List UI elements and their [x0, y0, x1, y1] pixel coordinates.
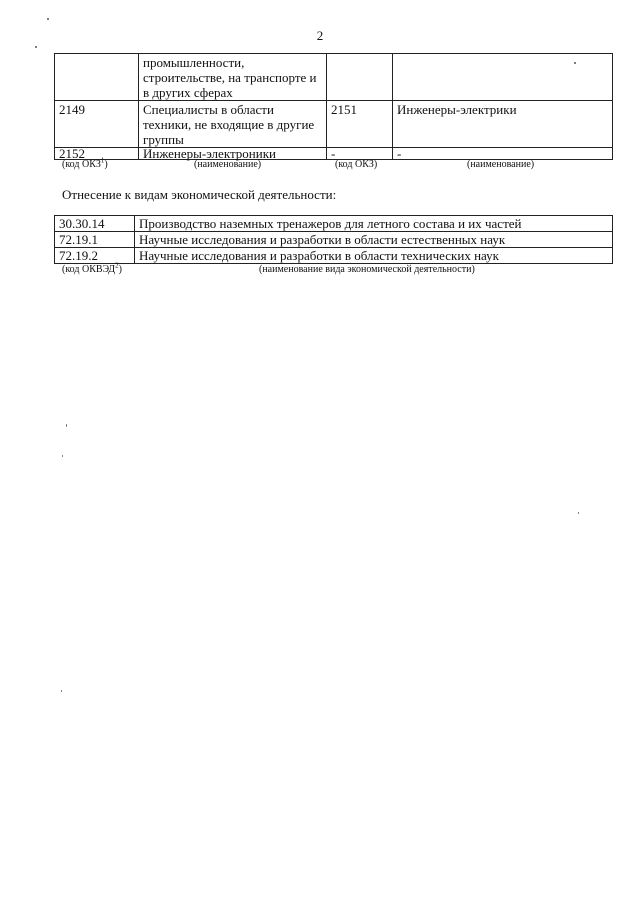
scan-speck — [61, 690, 62, 692]
related-okz-name-cell: - — [393, 148, 613, 160]
okved-code-cell: 72.19.2 — [55, 248, 135, 264]
table-row — [55, 148, 613, 160]
caption-activity-name: (наименование вида экономической деятельности) — [259, 264, 475, 275]
page-number: 2 — [316, 28, 324, 43]
caption-okved-code: (код ОКВЭД$^2$) — [62, 261, 122, 275]
okz-code-cell: 2149 — [55, 101, 139, 148]
activity-heading: Отнесение к видам экономической деятельности: — [62, 187, 337, 202]
scan-speck — [66, 424, 67, 427]
scan-speck — [35, 46, 37, 48]
okz-code-cell: 2152 — [55, 148, 139, 160]
related-okz-code-cell: - — [327, 148, 393, 160]
okved-code-cell: 30.30.14 — [55, 216, 135, 232]
scan-speck — [47, 18, 49, 20]
caption-name: (наименование) — [194, 159, 262, 170]
scan-speck — [574, 62, 576, 64]
okved-code-cell: 72.19.1 — [55, 232, 135, 248]
caption-related-okz-code: (код ОКЗ) — [335, 159, 378, 170]
okz-code-cell — [55, 54, 139, 101]
okved-table — [54, 215, 613, 264]
table-row — [55, 101, 613, 148]
table-row — [55, 216, 613, 232]
related-okz-name-cell: Инженеры-электрики — [393, 101, 613, 148]
occupation-name-cell: промышленности, строительстве, на транспорте и в других сферах — [139, 54, 327, 101]
activity-name-cell: Производство наземных тренажеров для летного состава и их частей — [135, 216, 613, 232]
scan-speck — [578, 512, 579, 514]
table-row — [55, 232, 613, 248]
occupation-name-cell: Инженеры-электроники — [139, 148, 327, 160]
table-row — [55, 54, 613, 101]
caption-okz-code: (код ОКЗ$^1$) — [62, 156, 108, 170]
caption-related-name: (наименование) — [467, 159, 535, 170]
related-okz-code-cell — [327, 54, 393, 101]
related-okz-name-cell — [393, 54, 613, 101]
activity-name-cell: Научные исследования и разработки в области технических наук — [135, 248, 613, 264]
activity-name-cell: Научные исследования и разработки в области естественных наук — [135, 232, 613, 248]
related-okz-code-cell: 2151 — [327, 101, 393, 148]
scan-speck — [62, 455, 63, 457]
table-row — [55, 248, 613, 264]
occupation-name-cell: Специалисты в области техники, не входящие в другие группы — [139, 101, 327, 148]
okz-table — [54, 53, 613, 160]
